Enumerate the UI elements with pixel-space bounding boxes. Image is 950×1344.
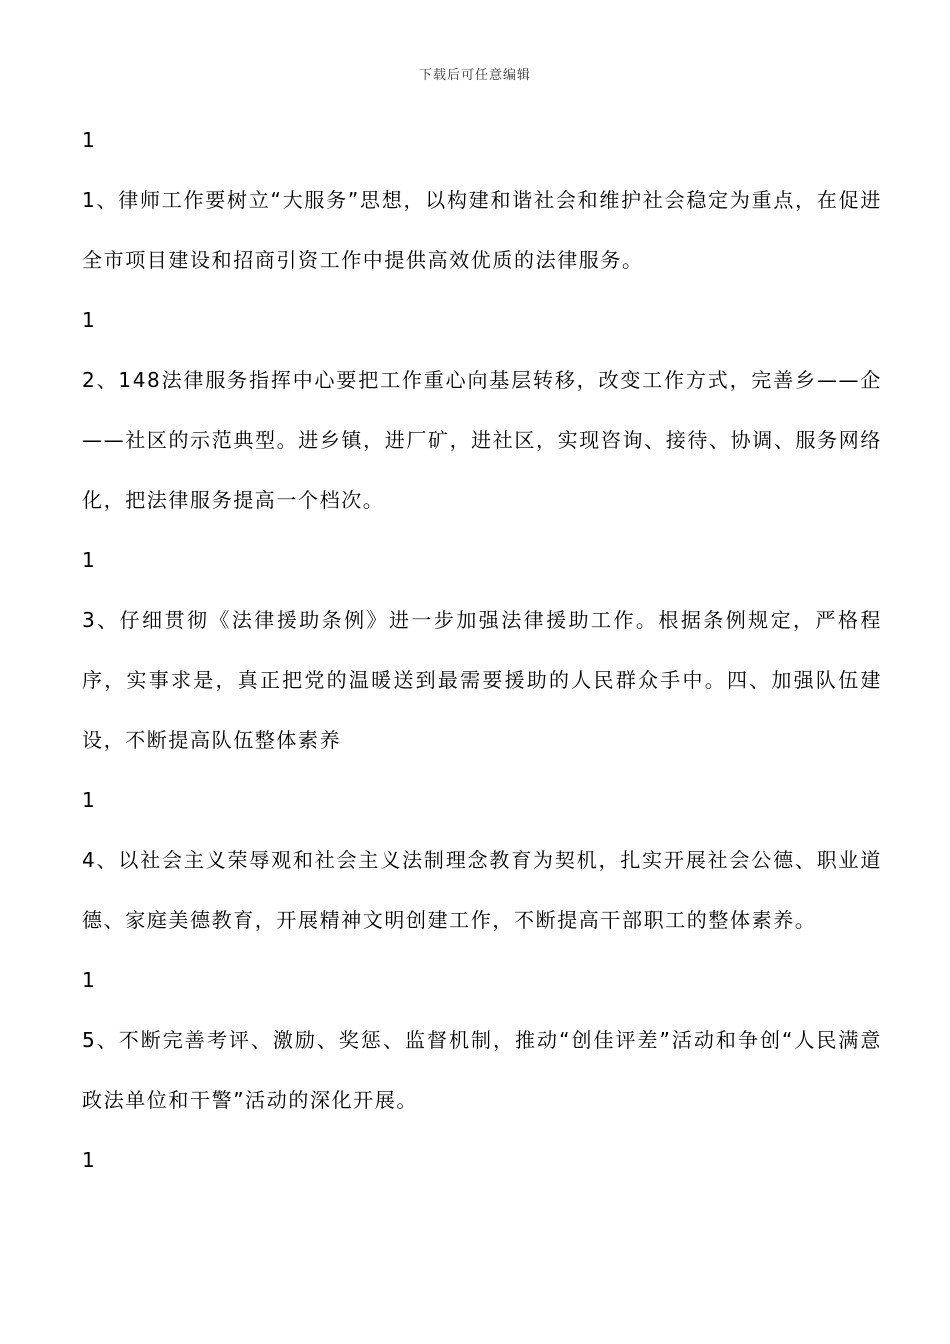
paragraph-3: 3、仔细贯彻《法律援助条例》进一步加强法律援助工作。根据条例规定，严格程序，实事求是，真正把党的温暖送到最需要援助的人民群众手中。四、加强队伍建设，不断提高队伍整体素养: [82, 608, 882, 752]
page-header: 下载后可任意编辑: [418, 68, 531, 83]
page-marker: 1: [82, 1148, 95, 1172]
page-marker: 1: [82, 788, 95, 812]
page-marker: 1: [82, 548, 95, 572]
paragraph-2: 2、148法律服务指挥中心要把工作重心向基层转移，改变工作方式，完善乡——企——社区的示范典型。进乡镇，进厂矿，进社区，实现咨询、接待、协调、服务网络化，把法律服务提高一个档次。: [82, 368, 882, 512]
page-marker: 1: [82, 968, 95, 992]
page-marker: 1: [82, 308, 95, 332]
page-marker: 1: [82, 128, 95, 152]
paragraph-4: 4、以社会主义荣辱观和社会主义法制理念教育为契机，扎实开展社会公德、职业道德、家庭美德教育，开展精神文明创建工作，不断提高干部职工的整体素养。: [82, 848, 882, 932]
paragraph-5: 5、不断完善考评、激励、奖惩、监督机制，推动“创佳评差”活动和争创“人民满意政法单位和干警”活动的深化开展。: [82, 1028, 882, 1112]
paragraph-1: 1、律师工作要树立“大服务”思想，以构建和谐社会和维护社会稳定为重点，在促进全市项目建设和招商引资工作中提供高效优质的法律服务。: [82, 188, 882, 272]
document-body: [82, 110, 882, 1190]
